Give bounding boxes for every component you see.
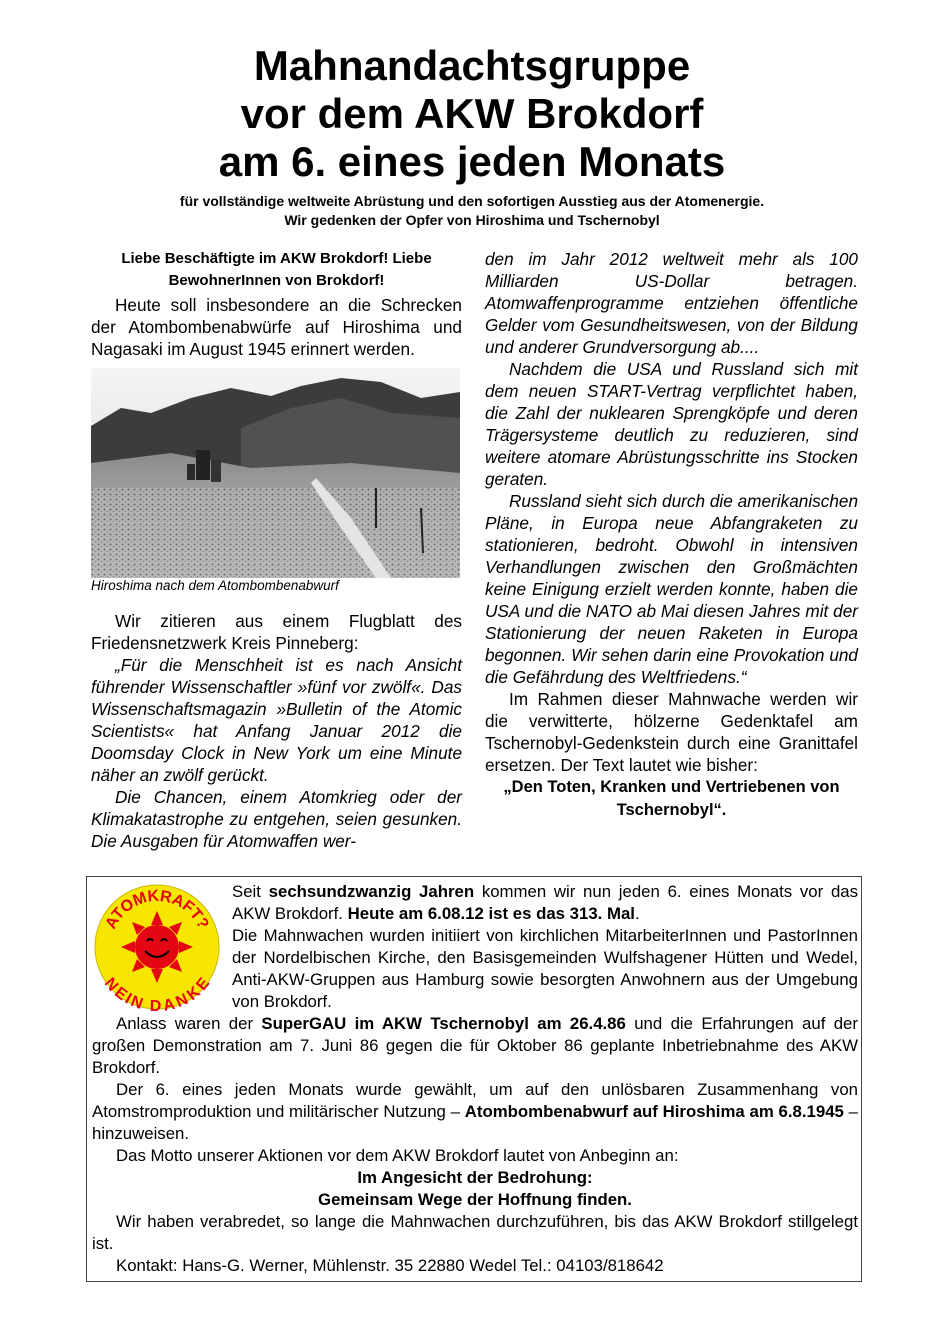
box-paragraph-2: Die Mahnwachen wurden initiiert von kirchlichen MitarbeiterInnen und PastorInnen der Nordelbischen Kirche, den Basisgemeinden Wulfshagener Hütten und Wedel, Anti-AKW-Gruppen aus Hamburg sowie besorgten Anwohnern aus der Umgebung von Brokdorf. [232, 926, 858, 1011]
quote-paragraph-2: Die Chancen, einem Atomkrieg oder der Klimakatastrophe zu entgehen, seien gesunken. Die Ausgaben für Atomwaffen wer- [91, 787, 462, 851]
intro-paragraph: Heute soll insbesondere an die Schrecken der Atombombenabwürfe auf Hiroshima und Nagasaki im August 1945 erinnert werden. [91, 295, 462, 359]
box-paragraph-5: Das Motto unserer Aktionen vor dem AKW Brokdorf lautet von Anbeginn an: [116, 1146, 679, 1165]
right-column [485, 248, 858, 822]
hiroshima-photo [91, 368, 460, 578]
motto-line-2: Gemeinsam Wege der Hoffnung finden. [318, 1190, 632, 1209]
subtitle-line-2: Wir gedenken der Opfer von Hiroshima und Tschernobyl [284, 212, 660, 228]
title-line-3: am 6. eines jeden Monats [218, 138, 726, 185]
quote-continuation: den im Jahr 2012 weltweit mehr als 100 Milliarden US-Dollar betragen. Atomwaffenprogramme entziehen öffentliche Gelder vom Gesundheitswesen, von der Bildung und anderer Grundversorgung ab.... [485, 249, 858, 357]
photo-caption: Hiroshima nach dem Atombombenabwurf [91, 578, 339, 593]
subtitle [0, 192, 944, 230]
contact-line: Kontakt: Hans-G. Werner, Mühlenstr. 35 22880 Wedel Tel.: 04103/818642 [116, 1256, 664, 1275]
box-paragraph-4: Der 6. eines jeden Monats wurde gewählt, um auf den unlösbaren Zusammenhang von Atomstromproduktion und militärischer Nutzung – Atombombenabwurf auf Hiroshima am 6.8.1945 – hinzuweisen. [92, 1080, 858, 1143]
quote-intro: Wir zitieren aus einem Flugblatt des Friedensnetzwerk Kreis Pinneberg: [91, 611, 462, 653]
greeting: Liebe Beschäftigte im AKW Brokdorf! Liebe BewohnerInnen von Brokdorf! [121, 250, 432, 289]
box-text [92, 881, 858, 1277]
logo-bottom-text: NEIN DANKE [100, 974, 214, 1011]
box-paragraph-6: Wir haben verabredet, so lange die Mahnwachen durchzuführen, bis das AKW Brokdorf stillgelegt ist. [92, 1212, 858, 1253]
memorial-inscription: „Den Toten, Kranken und Vertriebenen von Tschernobyl“. [503, 778, 840, 819]
quote-paragraph-4: Russland sieht sich durch die amerikanischen Pläne, in Europa neue Abfangraketen zu stationieren, bedroht. Obwohl in intensiven Verhandlungen zwischen den Großmächten keine Einigung erzielt werden konnte, haben die USA und die NATO ab Mai diesen Jahres mit der Stationierung der neuen Raketen in Europa begonnen. Wir sehen darin eine Provokation und die Gefährdung des Weltfriedens.“ [485, 491, 858, 687]
box-paragraph-3: Anlass waren der SuperGAU im AKW Tschernobyl am 26.4.86 und die Erfahrungen auf der großen Demonstration am 7. Juni 86 gegen die für Oktober 86 geplante Inbetriebnahme des AKW Brokdorf. [92, 1014, 858, 1077]
title-line-2: vor dem AKW Brokdorf [240, 90, 704, 137]
subtitle-line-1: für vollständige weltweite Abrüstung und den sofortigen Ausstieg aus der Atomenergie. [179, 193, 765, 209]
left-column [91, 248, 462, 852]
quote-paragraph-1: „Für die Menschheit ist es nach Ansicht führender Wissenschaftler »fünf vor zwölf«. Das Wissenschaftsmagazin »Bulletin of the Atomic Scientists« hat Anfang Januar 2012 die Doomsday Clock in New York um eine Minute näher an zwölf gerückt. [91, 655, 462, 785]
memorial-paragraph: Im Rahmen dieser Mahnwache werden wir die verwitterte, hölzerne Gedenktafel am Tschernobyl-Gedenkstein durch eine Granittafel ersetzen. Der Text lautet wie bisher: [485, 689, 858, 775]
title-line-1: Mahnandachtsgruppe [253, 42, 691, 89]
info-box [86, 876, 862, 1282]
page-title [0, 42, 944, 186]
quote-paragraph-3: Nachdem die USA und Russland sich mit dem neuen START-Vertrag verpflichtet haben, die Zahl der nuklearen Sprengköpfe und deren Trägersysteme deutlich zu reduzieren, sind weitere atomare Abrüstungsschritte ins Stocken geraten. [485, 359, 858, 489]
motto-line-1: Im Angesicht der Bedrohung: [357, 1168, 593, 1187]
logo-top-text: ATOMKRAFT? [102, 887, 212, 932]
box-paragraph-1: Seit sechsundzwanzig Jahren kommen wir nun jeden 6. eines Monats vor das AKW Brokdorf. Heute am 6.08.12 ist es das 313. Mal. [232, 882, 858, 923]
